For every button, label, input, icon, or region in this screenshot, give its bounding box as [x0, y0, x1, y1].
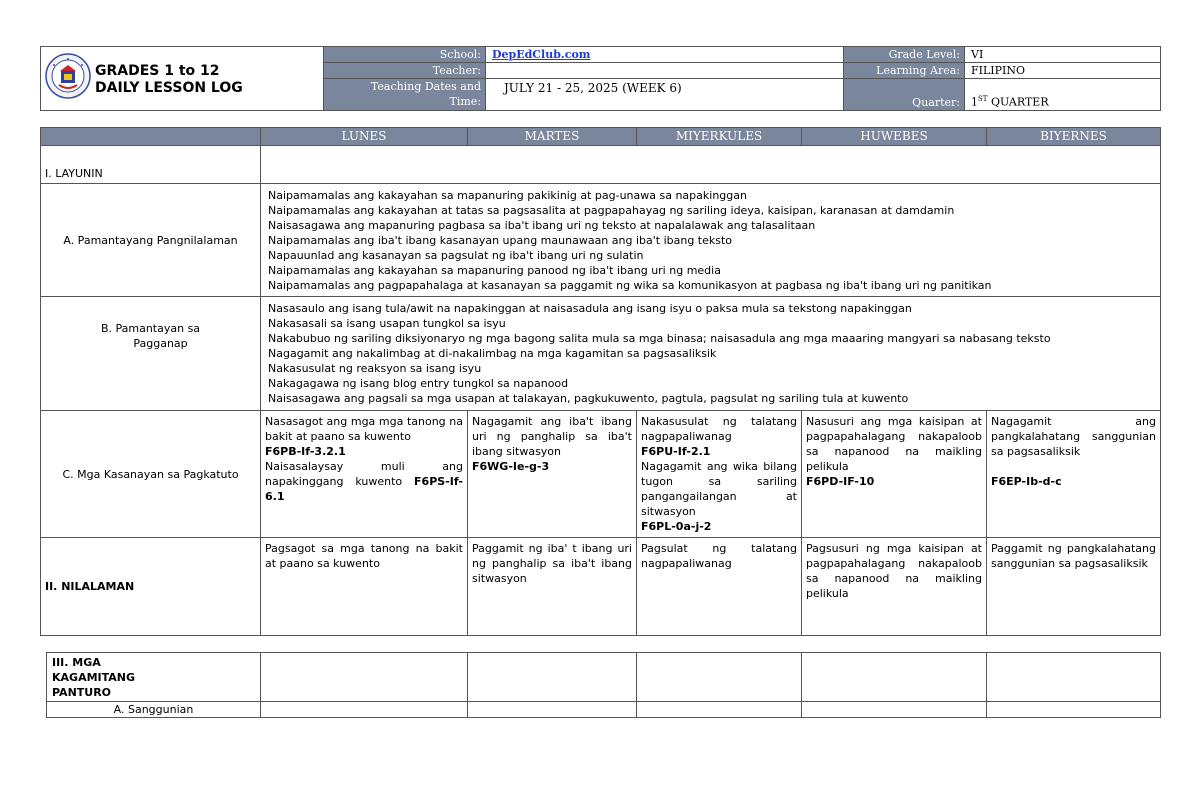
section-kagamitan: III. MGA KAGAMITANG PANTURO: [47, 653, 261, 702]
section-pangnilalaman: A. Pamantayang Pangnilalaman: [41, 184, 261, 297]
kasanayan-miyerkules: Nakasusulat ng talatang nagpapaliwanag F6PU-If-2.1 Nagagamit ang wika bilang tugon sa sariling pangangailangan at sitwasyon F6PL-0a-j-2: [637, 411, 802, 538]
school-value[interactable]: [486, 47, 844, 63]
kasanayan-huwebes: Nasusuri ang mga kaisipan at pagpapahalagang nakapaloob sa napanood na maikling pelikula F6PD-IF-10: [802, 411, 987, 538]
list-item: Naipamamalas ang kakayahan sa mapanuring panood ng iba't ibang uri ng media: [268, 264, 721, 277]
list-item: Nakagagawa ng isang blog entry tungkol sa napanood: [268, 377, 569, 390]
layunin-content: [261, 146, 1161, 184]
list-item: Naisasagawa ang mapanuring pagbasa sa iba't ibang uri ng teksto at napalalawak ang talasalitaan: [268, 219, 816, 232]
sanggunian-miyerkules: [637, 702, 802, 718]
nilalaman-miyerkules: Pagsulat ng talatang nagpapaliwanag: [637, 538, 802, 636]
section-layunin: I. LAYUNIN: [41, 146, 261, 184]
kasanayan-lunes: Nasasagot ang mga mga tanong na bakit at paano sa kuwento F6PB-If-3.2.1 Naisasalaysay muli ang napakinggang kuwento F6PS-If-6.1: [261, 411, 468, 538]
pangnilalaman-content: [261, 184, 1161, 297]
kasanayan-biyernes: Nagagamit ang pangkalahatang sanggunian sa pagsasaliksik F6EP-Ib-d-c: [987, 411, 1161, 538]
school-link[interactable]: DepEdClub.com: [492, 48, 591, 61]
list-item: Naipamamalas ang pagpapahalaga at kasanayan sa paggamit ng wika sa komunikasyon at pagbasa ng iba't ibang uri ng panitikan: [268, 279, 992, 292]
kagamitan-miyerkules: [637, 653, 802, 702]
list-item: Naipamamalas ang kakayahan at tatas sa pagsasalita at pagpapahayag ng sariling ideya, kaisipan, karanasan at damdamin: [268, 204, 955, 217]
sanggunian-lunes: [261, 702, 468, 718]
section-pagganap: B. Pamantayan sa Pagganap: [41, 297, 261, 411]
nilalaman-huwebes: Pagsusuri ng mga kaisipan at pagpapahalagang nakapaloob sa napanood na maikling pelikula: [802, 538, 987, 636]
day-header-huwebes: HUWEBES: [802, 128, 987, 146]
pagganap-content: [261, 297, 1161, 411]
nilalaman-biyernes: Paggamit ng pangkalahatang sanggunian sa pagsasaliksik: [987, 538, 1161, 636]
list-item: Napauunlad ang kasanayan sa pagsulat ng iba't ibang uri ng sulatin: [268, 249, 644, 262]
kagamitan-lunes: [261, 653, 468, 702]
section-nilalaman: II. NILALAMAN: [41, 538, 261, 636]
quarter-value: 1ST QUARTER: [965, 79, 1161, 111]
nilalaman-martes: Paggamit ng iba' t ibang uri ng panghalip sa iba't ibang sitwasyon: [468, 538, 637, 636]
teacher-value: [486, 63, 844, 79]
sanggunian-huwebes: [802, 702, 987, 718]
section-kasanayan: C. Mga Kasanayan sa Pagkatuto: [41, 411, 261, 538]
quarter-label: Quarter:: [844, 79, 965, 111]
materials-table: [46, 652, 1161, 718]
section-sanggunian: A. Sanggunian: [47, 702, 261, 718]
list-item: Nakasasali sa isang usapan tungkol sa isyu: [268, 317, 506, 330]
grade-level-value: VI: [965, 47, 1161, 63]
list-item: Naisasagawa ang pagsali sa mga usapan at talakayan, pagkukuwento, pagtula, pagsulat ng sariling tula at kuwento: [268, 392, 909, 405]
learning-area-value: FILIPINO: [965, 63, 1161, 79]
kagamitan-huwebes: [802, 653, 987, 702]
sanggunian-biyernes: [987, 702, 1161, 718]
corner-header: [41, 128, 261, 146]
kasanayan-martes: Nagagamit ang iba't ibang uri ng panghalip sa iba't ibang sitwasyon F6WG-Ie-g-3: [468, 411, 637, 538]
kagamitan-biyernes: [987, 653, 1161, 702]
kagamitan-martes: [468, 653, 637, 702]
sanggunian-martes: [468, 702, 637, 718]
day-header-lunes: LUNES: [261, 128, 468, 146]
lesson-table: [40, 127, 1161, 636]
title-cell: [41, 47, 324, 111]
day-header-martes: MARTES: [468, 128, 637, 146]
day-header-miyerkules: MIYERKULES: [637, 128, 802, 146]
deped-seal-icon: [45, 53, 91, 99]
list-item: Nagagamit ang nakalimbag at di-nakalimbag na mga kagamitan sa pagsasaliksik: [268, 347, 717, 360]
teaching-dates-value: JULY 21 - 25, 2025 (WEEK 6): [486, 79, 844, 111]
list-item: Naipamamalas ang kakayahan sa mapanuring pakikinig at pag-unawa sa napakinggan: [268, 189, 747, 202]
nilalaman-lunes: Pagsagot sa mga tanong na bakit at paano sa kuwento: [261, 538, 468, 636]
list-item: Nasasaulo ang isang tula/awit na napakinggan at naisasadula ang isang isyu o paksa mula sa tekstong napakinggan: [268, 302, 912, 315]
teacher-label: Teacher:: [324, 63, 486, 79]
school-label: School:: [324, 47, 486, 63]
learning-area-label: Learning Area:: [844, 63, 965, 79]
grade-level-label: Grade Level:: [844, 47, 965, 63]
teaching-dates-label: Teaching Dates and Time:: [324, 79, 486, 111]
list-item: Nakabubuo ng sariling diksiyonaryo ng mga bagong salita mula sa mga binasa; naisasadula ang mga maaaring mangyari sa nabasang teksto: [268, 332, 1051, 345]
header-table: [40, 46, 1161, 111]
list-item: Nakasusulat ng reaksyon sa isang isyu: [268, 362, 482, 375]
day-header-biyernes: BIYERNES: [987, 128, 1161, 146]
document-title: GRADES 1 to 12 DAILY LESSON LOG: [95, 63, 243, 96]
list-item: Naipamamalas ang iba't ibang kasanayan upang maunawaan ang iba't ibang teksto: [268, 234, 733, 247]
